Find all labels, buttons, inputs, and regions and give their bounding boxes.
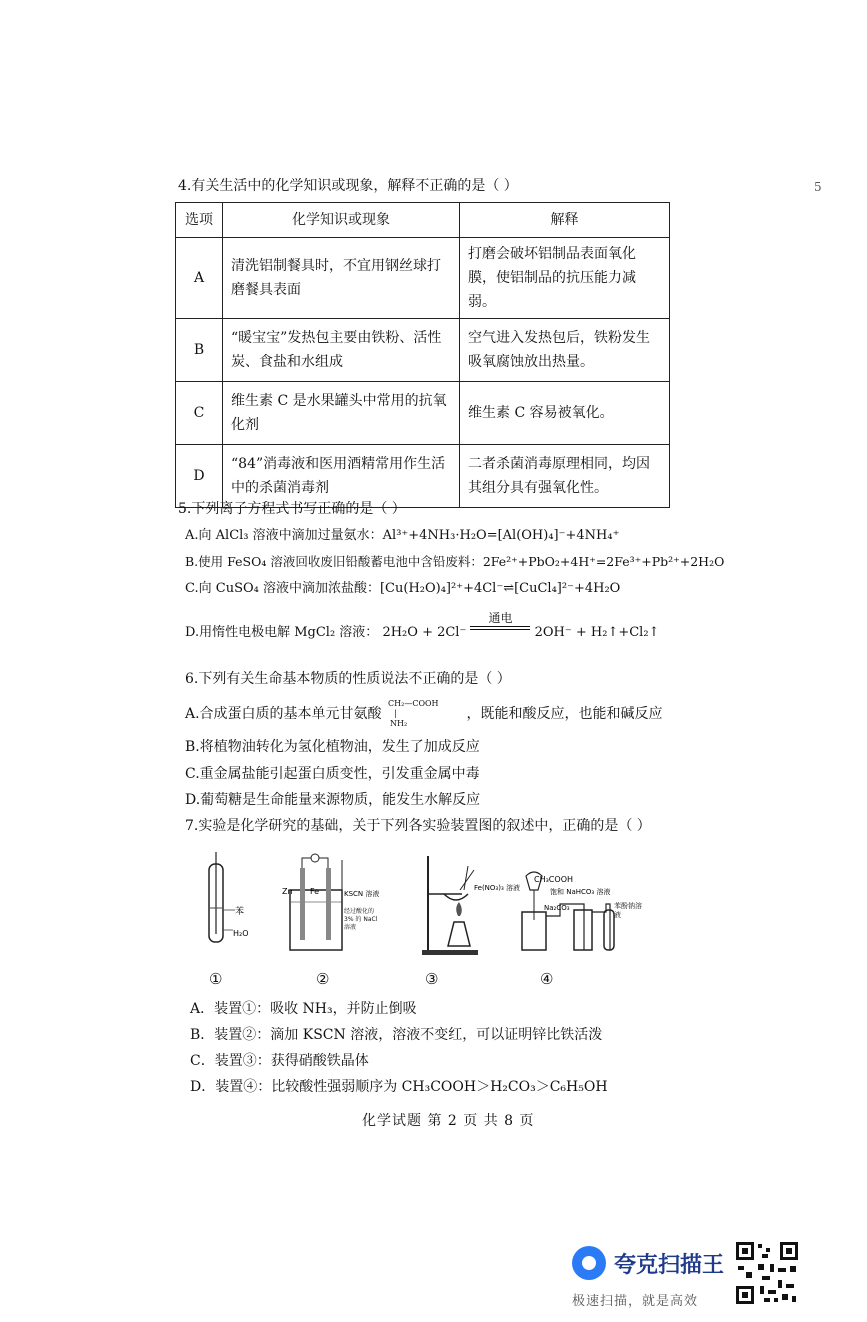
apparatus-3-diagram [418, 850, 520, 960]
q4-row-d-option: D [176, 445, 223, 508]
q5-stem: 5.下列离子方程式书写正确的是（ ） [178, 501, 406, 517]
apparatus-1-diagram [195, 850, 255, 950]
q4-stem: 4.有关生活中的化学知识或现象，解释不正确的是（ ） [178, 178, 518, 194]
fig4-na2co3-label: Na₂CO₃ [544, 904, 570, 912]
q4-row-d-fact: “84”消毒液和医用酒精常用作生活中的杀菌消毒剂 [223, 445, 460, 508]
q7-option-c: C．装置③：获得硝酸铁晶体 [190, 1053, 369, 1069]
scanner-slogan: 极速扫描，就是高效 [572, 1294, 699, 1309]
q4-header-fact: 化学知识或现象 [223, 203, 460, 238]
scanner-brand-name: 夸克扫描王 [614, 1253, 725, 1278]
glycine-formula-top: CH₂—COOH [388, 699, 439, 708]
q4-row-c-fact: 维生素 C 是水果罐头中常用的抗氧化剂 [223, 382, 460, 445]
q6-option-d: D.葡萄糖是生命能量来源物质，能发生水解反应 [185, 792, 481, 808]
fig3-solution-label: Fe(NO₃)₃ 溶液 [474, 884, 520, 892]
fig1-benzene-label: 苯 [235, 907, 245, 917]
q5-option-a: A.向 AlCl₃ 溶液中滴加过量氨水：Al³⁺+4NH₃·H₂O=[Al(OH)₄]⁻+4NH₄⁺ [185, 528, 620, 543]
figure-label-1: ① [209, 970, 223, 988]
q6-option-a: A.合成蛋白质的基本单元甘氨酸 CH₂—COOH | NH₂ ，既能和酸反应，也能和碱反应 [185, 705, 662, 723]
q5-option-b: B.使用 FeSO₄ 溶液回收废旧铅酸蓄电池中含铅废料：2Fe²⁺+PbO₂+4H⁺=2Fe³⁺+Pb²⁺+2H₂O [185, 554, 725, 569]
q7-option-b: B．装置②：滴加 KSCN 溶液，溶液不变红，可以证明锌比铁活泼 [190, 1027, 603, 1043]
q6-a-prefix: A.合成蛋白质的基本单元甘氨酸 [185, 706, 382, 722]
q5-d-right: 2OH⁻ + H₂↑+Cl₂↑ [534, 625, 660, 640]
q5-d-condition: 通电 [488, 611, 513, 625]
q4-row-b-fact: “暖宝宝”发热包主要由铁粉、活性炭、食盐和水组成 [223, 319, 460, 382]
q5-option-c: C.向 CuSO₄ 溶液中滴加浓盐酸：[Cu(H₂O)₄]²⁺+4Cl⁻⇌[CuCl₄]²⁻+4H₂O [185, 581, 621, 596]
q6-option-c: C.重金属盐能引起蛋白质变性，引发重金属中毒 [185, 766, 480, 782]
page-corner-mark: 5 [814, 180, 822, 194]
apparatus-4-diagram [520, 850, 640, 960]
fig2-zn-label: Zn [282, 887, 293, 896]
q7-option-d: D．装置④：比较酸性强弱顺序为 CH₃COOH＞H₂CO₃＞C₆H₅OH [190, 1079, 608, 1095]
q4-row-b-reason: 空气进入发热包后，铁粉发生吸氧腐蚀放出热量。 [460, 319, 670, 382]
figure-label-2: ② [316, 970, 330, 988]
fig4-phenolate-label: 苯酚钠溶液 [614, 902, 642, 919]
q4-table [175, 202, 670, 508]
q5-d-left: 2H₂O + 2Cl⁻ [382, 625, 467, 640]
fig2-nacl-label: 经过酸化的 3% 的 NaCl 溶液 [344, 908, 378, 931]
fig1-water-label: H₂O [233, 929, 249, 938]
fig2-kscn-label: KSCN 溶液 [344, 890, 380, 898]
q4-row-b-option: B [176, 319, 223, 382]
q4-header-reason: 解释 [460, 203, 670, 238]
q4-row-a-fact: 清洗铝制餐具时，不宜用钢丝球打磨餐具表面 [223, 238, 460, 319]
q4-row-a-reason: 打磨会破坏铝制品表面氧化膜，使铝制品的抗压能力减弱。 [460, 238, 670, 319]
apparatus-2-diagram [282, 850, 382, 960]
fig4-nahco3-label: 饱和 NaHCO₃ 溶液 [550, 888, 611, 896]
q5-option-d [185, 611, 660, 642]
q4-row-c-reason: 维生素 C 容易被氧化。 [460, 382, 670, 445]
figure-label-4: ④ [540, 970, 554, 988]
qr-code-icon [734, 1240, 800, 1306]
q6-stem: 6.下列有关生命基本物质的性质说法不正确的是（ ） [185, 671, 511, 687]
fig4-acid-label: CH₃COOH [534, 875, 574, 884]
fig2-fe-label: Fe [310, 887, 320, 896]
q7-stem: 7.实验是化学研究的基础，关于下列各实验装置图的叙述中，正确的是（ ） [185, 818, 651, 834]
page-footer: 化学试题 第 2 页 共 8 页 [362, 1113, 535, 1129]
q4-row-d-reason: 二者杀菌消毒原理相同，均因其组分具有强氧化性。 [460, 445, 670, 508]
scanner-logo-icon [572, 1246, 606, 1280]
q6-option-b: B.将植物油转化为氢化植物油，发生了加成反应 [185, 739, 480, 755]
q5-d-prefix: D.用惰性电极电解 MgCl₂ 溶液： [185, 625, 379, 640]
q4-row-a-option: A [176, 238, 223, 319]
q6-a-suffix: ，既能和酸反应，也能和碱反应 [466, 706, 663, 722]
glycine-formula-bottom: NH₂ [390, 719, 408, 728]
q4-row-c-option: C [176, 382, 223, 445]
figure-label-3: ③ [425, 970, 439, 988]
q7-option-a: A．装置①：吸收 NH₃，并防止倒吸 [190, 1001, 417, 1017]
q4-header-option: 选项 [176, 203, 223, 238]
